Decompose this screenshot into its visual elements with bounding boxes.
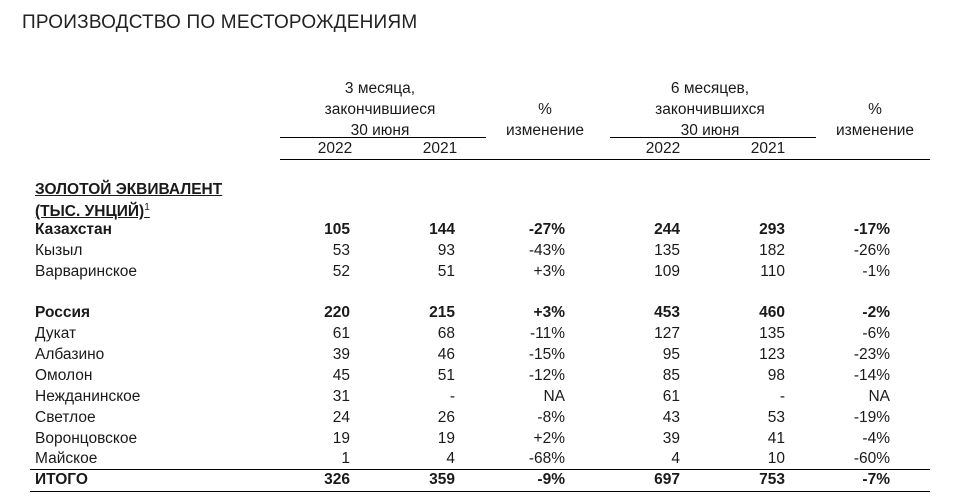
period2-line-2: закончившихся bbox=[655, 101, 765, 118]
cell-6m-2022: 85 bbox=[662, 367, 680, 384]
table-row-kyzyl bbox=[0, 242, 974, 262]
period2-year-2021: 2021 bbox=[750, 140, 786, 157]
period1-year-2022: 2022 bbox=[317, 140, 353, 157]
cell-3m-2021: 359 bbox=[429, 471, 455, 488]
footnote-marker: 1 bbox=[144, 202, 150, 213]
row-label: Светлое bbox=[35, 409, 96, 426]
cell-3m-2022: 1 bbox=[341, 450, 350, 467]
cell-3m-2022: 19 bbox=[332, 430, 350, 447]
cell-6m-2021: 753 bbox=[759, 471, 785, 488]
table-row-vorontsovskoye bbox=[0, 430, 974, 450]
cell-6m-2022: 127 bbox=[654, 325, 680, 342]
cell-3m-2022: 31 bbox=[332, 388, 350, 405]
section-title-unit: (ТЫС. УНЦИЙ) bbox=[35, 203, 145, 221]
cell-3m-2021: - bbox=[449, 388, 455, 405]
cell-6m-2022: 453 bbox=[654, 304, 680, 321]
cell-3m-2021: 4 bbox=[446, 450, 455, 467]
table-row-nezhdaninskoye bbox=[0, 388, 974, 408]
cell-6m-2021: 10 bbox=[767, 450, 785, 467]
cell-3m-change: -15% bbox=[528, 346, 565, 363]
row-label: Россия bbox=[35, 304, 91, 321]
table-row-svetloye bbox=[0, 409, 974, 429]
cell-3m-change: +3% bbox=[533, 304, 565, 321]
period1-header bbox=[280, 78, 480, 141]
row-label: Казахстан bbox=[35, 221, 113, 238]
row-label: Майское bbox=[35, 450, 98, 467]
period2-underline bbox=[610, 137, 816, 138]
cell-3m-change: +2% bbox=[533, 430, 565, 447]
total-rule-top bbox=[30, 469, 930, 470]
cell-6m-change: -26% bbox=[853, 242, 890, 259]
cell-3m-2021: 215 bbox=[429, 304, 455, 321]
pct-change2-header bbox=[825, 99, 925, 141]
cell-3m-change: NA bbox=[543, 388, 565, 405]
cell-3m-2022: 39 bbox=[332, 346, 350, 363]
cell-6m-2021: 460 bbox=[759, 304, 785, 321]
cell-6m-2021: 41 bbox=[767, 430, 785, 447]
cell-6m-change: NA bbox=[868, 388, 890, 405]
cell-6m-change: -1% bbox=[862, 263, 890, 280]
cell-3m-change: -9% bbox=[537, 471, 565, 488]
cell-3m-2022: 326 bbox=[324, 471, 350, 488]
header-rule bbox=[280, 159, 930, 160]
cell-3m-change: -27% bbox=[528, 221, 565, 238]
cell-6m-change: -6% bbox=[862, 325, 890, 342]
cell-3m-2022: 24 bbox=[332, 409, 350, 426]
period1-line-2: закончившиеся bbox=[324, 101, 436, 118]
period1-year-2021: 2021 bbox=[422, 140, 458, 157]
page-title: ПРОИЗВОДСТВО ПО МЕСТОРОЖДЕНИЯМ bbox=[22, 12, 418, 33]
table-row-total bbox=[0, 471, 974, 491]
cell-6m-2022: 109 bbox=[654, 263, 680, 280]
pct-change1-line-2: изменение bbox=[505, 122, 585, 139]
cell-6m-2022: 43 bbox=[662, 409, 680, 426]
period2-header bbox=[610, 78, 810, 141]
cell-3m-change: -8% bbox=[537, 409, 565, 426]
cell-6m-2022: 697 bbox=[654, 471, 680, 488]
cell-6m-change: -17% bbox=[853, 221, 890, 238]
pct-change2-line-2: изменение bbox=[835, 122, 915, 139]
row-label: ИТОГО bbox=[35, 471, 88, 488]
table-row-albazino bbox=[0, 346, 974, 366]
cell-3m-2021: 26 bbox=[437, 409, 455, 426]
cell-3m-2021: 68 bbox=[437, 325, 455, 342]
period1-line-1: 3 месяца, bbox=[344, 80, 416, 97]
cell-3m-2022: 220 bbox=[324, 304, 350, 321]
period2-line-1: 6 месяцев, bbox=[670, 80, 750, 97]
table-row-mayskoye bbox=[0, 450, 974, 470]
cell-6m-change: -60% bbox=[853, 450, 890, 467]
cell-3m-2022: 105 bbox=[324, 221, 350, 238]
row-label: Кызыл bbox=[35, 242, 83, 259]
cell-6m-2021: 53 bbox=[767, 409, 785, 426]
cell-6m-2021: - bbox=[779, 388, 785, 405]
period2-year-2022: 2022 bbox=[645, 140, 681, 157]
row-label: Омолон bbox=[35, 367, 93, 384]
cell-6m-change: -19% bbox=[853, 409, 890, 426]
pct-change2-line-1: % bbox=[868, 101, 882, 118]
cell-3m-change: -43% bbox=[528, 242, 565, 259]
cell-3m-change: -12% bbox=[528, 367, 565, 384]
cell-6m-2022: 244 bbox=[654, 221, 680, 238]
cell-3m-change: +3% bbox=[533, 263, 565, 280]
cell-6m-2022: 4 bbox=[671, 450, 680, 467]
cell-6m-2022: 95 bbox=[662, 346, 680, 363]
cell-3m-2022: 61 bbox=[332, 325, 350, 342]
section-title bbox=[35, 181, 222, 221]
pct-change1-header bbox=[495, 99, 595, 141]
cell-3m-change: -11% bbox=[529, 325, 565, 342]
pct-change1-line-1: % bbox=[538, 101, 552, 118]
cell-3m-2021: 51 bbox=[437, 263, 455, 280]
table-row-omolon bbox=[0, 367, 974, 387]
section-title-line-1: ЗОЛОТОЙ ЭКВИВАЛЕНТ bbox=[35, 181, 223, 198]
row-label: Воронцовское bbox=[35, 430, 138, 447]
period1-underline bbox=[280, 137, 486, 138]
row-label: Албазино bbox=[35, 346, 105, 363]
period2-line-3: 30 июня bbox=[680, 122, 740, 139]
cell-6m-change: -23% bbox=[853, 346, 890, 363]
cell-3m-2022: 53 bbox=[332, 242, 350, 259]
cell-3m-2022: 52 bbox=[332, 263, 350, 280]
cell-6m-2021: 123 bbox=[759, 346, 785, 363]
cell-6m-2021: 135 bbox=[759, 325, 785, 342]
row-label: Дукат bbox=[35, 325, 77, 342]
cell-3m-change: -68% bbox=[528, 450, 565, 467]
cell-6m-2021: 293 bbox=[759, 221, 785, 238]
cell-6m-change: -7% bbox=[862, 471, 890, 488]
cell-6m-2021: 182 bbox=[759, 242, 785, 259]
cell-3m-2021: 144 bbox=[429, 221, 455, 238]
table-row-varvarinskoye bbox=[0, 263, 974, 283]
total-rule-bottom bbox=[30, 491, 930, 492]
section-title-line-2 bbox=[35, 199, 222, 221]
cell-6m-2021: 110 bbox=[760, 263, 785, 280]
cell-6m-change: -2% bbox=[862, 304, 890, 321]
cell-6m-2022: 61 bbox=[662, 388, 680, 405]
cell-6m-change: -14% bbox=[853, 367, 890, 384]
cell-6m-2022: 39 bbox=[662, 430, 680, 447]
cell-6m-2022: 135 bbox=[654, 242, 680, 259]
cell-3m-2022: 45 bbox=[332, 367, 350, 384]
cell-6m-change: -4% bbox=[862, 430, 890, 447]
cell-3m-2021: 46 bbox=[437, 346, 455, 363]
table-row-kazakhstan bbox=[0, 221, 974, 241]
table-row-russia bbox=[0, 304, 974, 324]
row-label: Нежданинское bbox=[35, 388, 141, 405]
cell-6m-2021: 98 bbox=[767, 367, 785, 384]
cell-3m-2021: 93 bbox=[437, 242, 455, 259]
cell-3m-2021: 51 bbox=[437, 367, 455, 384]
table-row-dukat bbox=[0, 325, 974, 345]
cell-3m-2021: 19 bbox=[437, 430, 455, 447]
period1-line-3: 30 июня bbox=[350, 122, 410, 139]
row-label: Варваринское bbox=[35, 263, 138, 280]
